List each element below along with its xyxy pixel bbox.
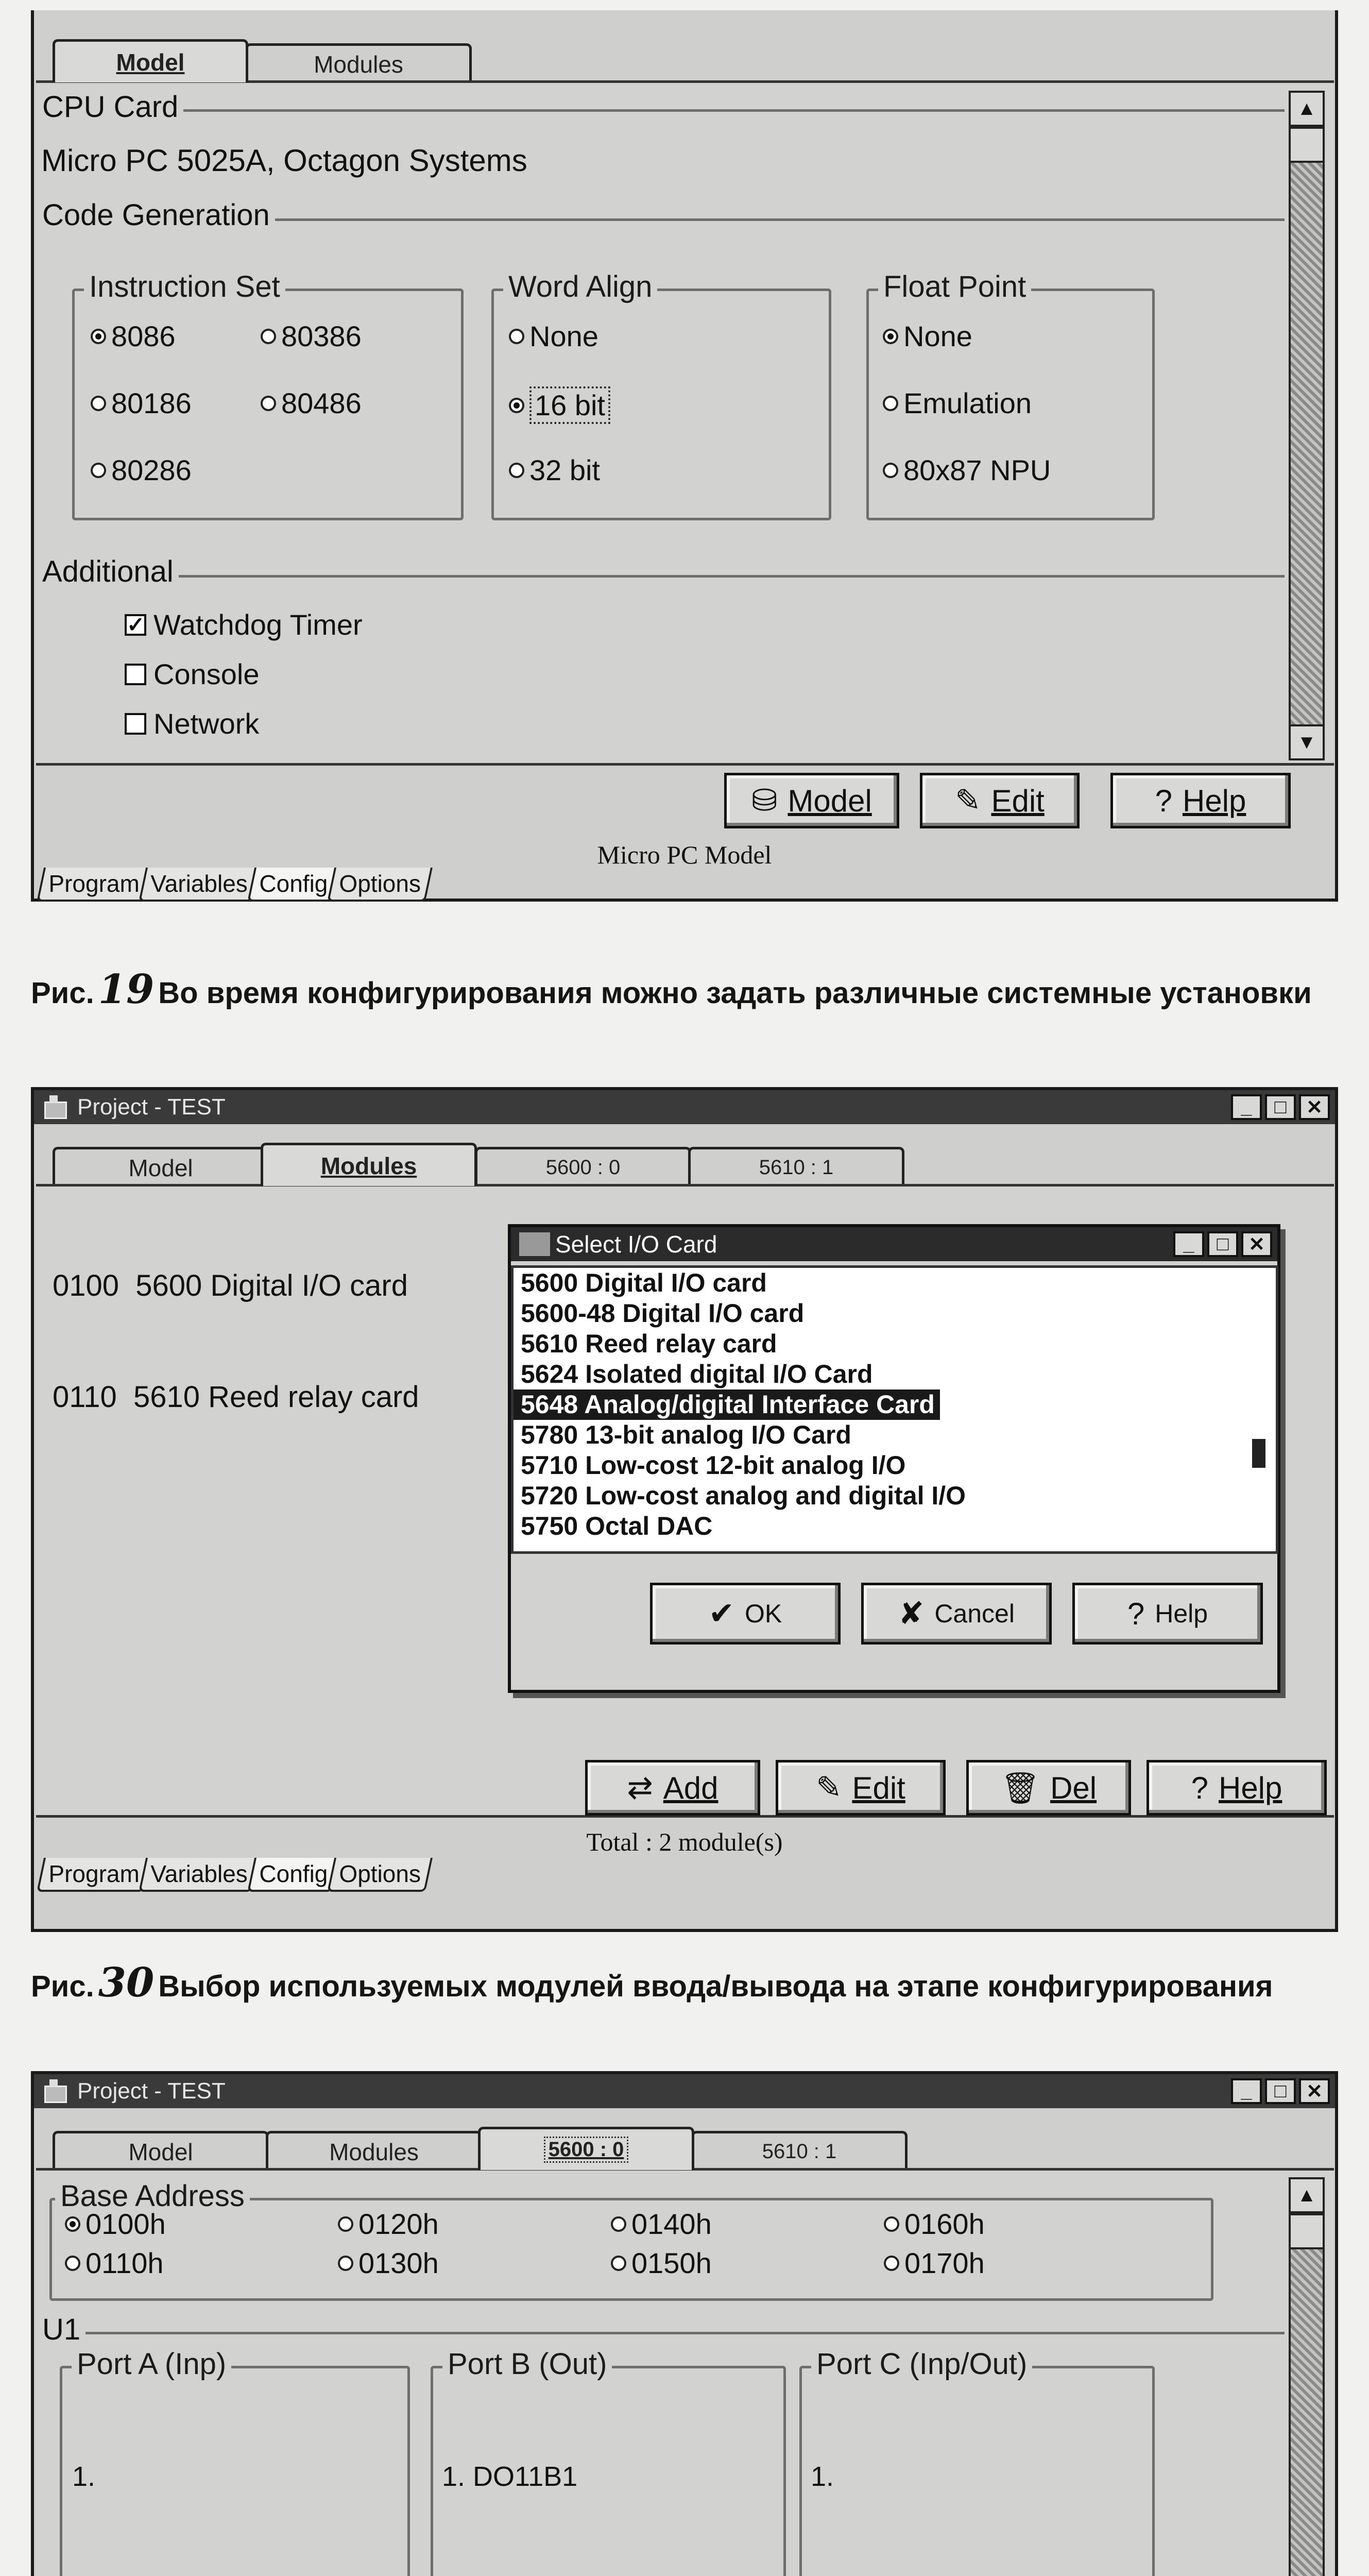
tab-program[interactable]: Program (37, 1858, 151, 1892)
tab-config[interactable]: Config (247, 1858, 339, 1892)
port-line[interactable]: 1. DO11B1 (442, 2461, 578, 2492)
list-item[interactable]: 0100 5600 Digital I/O card (53, 1269, 408, 1302)
dialog-titlebar (511, 1227, 1277, 1261)
maximize-icon[interactable]: □ (1207, 1231, 1238, 1257)
radio-float-npu[interactable]: 80x87 NPU (883, 453, 1051, 487)
cancel-button[interactable]: ✘ Cancel (861, 1583, 1052, 1645)
cpu-card-divider (38, 109, 1285, 112)
radio-float-none[interactable]: None (883, 319, 972, 353)
bottom-tabs (40, 1858, 423, 1892)
window-titlebar (34, 2074, 1335, 2108)
u1-port-b-lines (442, 2380, 577, 2576)
radio-dot (91, 396, 106, 411)
list-item-selected[interactable]: 5648 Analog/digital Interface Card (514, 1389, 940, 1420)
u1-port-a-lines (72, 2380, 194, 2576)
radio-word-32bit[interactable]: 32 bit (509, 453, 600, 487)
u1-divider (38, 2332, 1285, 2334)
app-icon (519, 1232, 550, 1256)
help-button[interactable]: ? Help (1110, 773, 1291, 828)
radio-dot (338, 2216, 353, 2232)
bottom-tabs (40, 868, 423, 902)
scroll-thumb[interactable] (1289, 127, 1325, 163)
list-item[interactable]: 5780 13-bit analog I/O Card (521, 1420, 851, 1449)
add-button[interactable]: ⇄ Add (585, 1760, 760, 1816)
minimize-icon[interactable]: _ (1173, 1231, 1204, 1257)
radio-dot (338, 2256, 353, 2271)
tab-variables[interactable]: Variables (139, 868, 259, 902)
scroll-up-button[interactable]: ▲ (1289, 91, 1325, 127)
scroll-up-button[interactable]: ▲ (1289, 2177, 1325, 2213)
word-align-label: Word Align (503, 269, 657, 304)
radio-0110h[interactable]: 0110h (65, 2246, 164, 2280)
window-controls (1231, 1094, 1330, 1120)
app-icon (41, 2079, 72, 2103)
minimize-icon[interactable]: _ (1231, 1094, 1262, 1120)
io-card-list[interactable] (511, 1265, 1278, 1554)
radio-dot (884, 2216, 899, 2232)
checkbox-box (125, 664, 146, 685)
radio-8086[interactable]: 8086 (91, 319, 176, 353)
radio-80286[interactable]: 80286 (91, 453, 192, 487)
list-item[interactable]: 0110 5610 Reed relay card (53, 1380, 419, 1414)
checkmark-icon: ✔ (708, 1596, 735, 1631)
radio-dot (91, 463, 106, 478)
dialog-title: Select I/O Card (555, 1231, 717, 1258)
radio-0120h[interactable]: 0120h (338, 2207, 439, 2241)
figure-2-modules (31, 1087, 1338, 1932)
tab-model[interactable]: Model (53, 1147, 269, 1186)
tab-model[interactable]: Model (53, 39, 248, 82)
status-text: Micro PC Model (597, 840, 772, 869)
list-item[interactable]: 5600-48 Digital I/O card (521, 1299, 805, 1328)
radio-word-none[interactable]: None (509, 319, 598, 353)
disk-icon: ⛁ (751, 783, 778, 818)
u1-port-c-lines (811, 2380, 934, 2576)
port-line[interactable]: 1. (811, 2461, 834, 2492)
add-icon: ⇄ (627, 1770, 653, 1805)
edit-button[interactable]: ✎ Edit (776, 1760, 946, 1816)
window-controls (1231, 2078, 1330, 2104)
additional-divider (38, 575, 1285, 578)
close-icon[interactable]: ✕ (1299, 2078, 1330, 2104)
port-line[interactable] (811, 2573, 934, 2576)
question-icon: ? (1155, 783, 1172, 818)
radio-dot (883, 329, 898, 344)
radio-dot (883, 463, 898, 478)
float-point-label: Float Point (878, 269, 1031, 304)
edit-icon: ✎ (955, 783, 981, 818)
module-list (53, 1193, 419, 1490)
tab-variables[interactable]: Variables (139, 1858, 259, 1892)
radio-dot (883, 396, 898, 411)
port-line[interactable] (72, 2573, 194, 2576)
tab-model[interactable]: Model (53, 2131, 269, 2170)
code-gen-label: Code Generation (37, 198, 275, 232)
close-icon[interactable]: ✕ (1299, 1094, 1330, 1120)
port-line[interactable] (442, 2573, 577, 2576)
tab-5600[interactable]: 5600 : 0 (475, 1147, 691, 1186)
help-button[interactable]: ? Help (1146, 1760, 1327, 1816)
radio-80486[interactable]: 80486 (261, 386, 362, 420)
radio-0170h[interactable]: 0170h (884, 2246, 985, 2280)
cpu-card-label: CPU Card (37, 90, 183, 124)
tab-5600[interactable]: 5600 : 0 (478, 2127, 694, 2170)
tab-5610[interactable]: 5610 : 1 (691, 2131, 908, 2170)
additional-label: Additional (37, 554, 179, 589)
tab-program[interactable]: Program (37, 868, 151, 902)
list-item[interactable]: 5600 Digital I/O card (521, 1268, 767, 1297)
window-titlebar (34, 1090, 1335, 1124)
status-text: Total : 2 module(s) (586, 1827, 783, 1856)
figure-3-io-assignment (31, 2071, 1338, 2576)
tab-5610[interactable]: 5610 : 1 (688, 1147, 904, 1186)
u1-port-a-label: Port A (Inp) (72, 2347, 231, 2381)
radio-float-emulation[interactable]: Emulation (883, 386, 1032, 420)
radio-dot (91, 329, 106, 344)
minimize-icon[interactable]: _ (1231, 2078, 1262, 2104)
radio-dot (611, 2216, 626, 2232)
radio-dot (509, 463, 524, 478)
radio-dot (509, 329, 524, 344)
ok-button[interactable]: ✔ OK (650, 1583, 841, 1645)
list-item[interactable]: 5710 Low-cost 12-bit analog I/O (521, 1451, 906, 1480)
maximize-icon[interactable]: □ (1265, 2078, 1296, 2104)
port-line[interactable]: 1. (72, 2461, 96, 2492)
del-button[interactable]: 🗑 Del (966, 1760, 1131, 1816)
edit-icon: ✎ (816, 1770, 842, 1805)
scrollbar-vertical[interactable] (1289, 2177, 1325, 2576)
list-item[interactable]: 5720 Low-cost analog and digital I/O (521, 1481, 966, 1510)
checkbox-box: ✓ (125, 614, 146, 636)
tab-config[interactable]: Config (247, 868, 339, 902)
radio-dot (65, 2256, 80, 2271)
figure-1-caption: Рис. 19 Во время конфигурирования можно задать различные системные установки (31, 966, 1312, 1013)
radio-dot (509, 398, 524, 413)
radio-80386[interactable]: 80386 (261, 319, 362, 353)
figure-2-caption: Рис. 30 Выбор используемых модулей ввода/вывода на этапе конфигурирования (31, 1959, 1273, 2006)
close-icon[interactable]: ✕ (1241, 1231, 1272, 1257)
model-button[interactable]: ⛁ Model (724, 773, 899, 828)
scroll-down-button[interactable]: ▼ (1289, 724, 1325, 760)
question-icon: ? (1127, 1596, 1145, 1631)
tab-options[interactable]: Options (327, 868, 433, 902)
tab-modules[interactable]: Modules (245, 43, 472, 82)
u1-port-c-label: Port C (Inp/Out) (811, 2347, 1032, 2381)
radio-0130h[interactable]: 0130h (338, 2246, 439, 2280)
tab-options[interactable]: Options (327, 1858, 433, 1892)
list-item[interactable]: 5610 Reed relay card (521, 1329, 777, 1358)
radio-dot (611, 2256, 626, 2271)
figure-1-model-config (31, 10, 1338, 902)
dialog-controls (1173, 1231, 1272, 1257)
x-icon: ✘ (898, 1596, 925, 1631)
trash-icon: 🗑 (1000, 1770, 1040, 1805)
radio-0140h[interactable]: 0140h (611, 2207, 712, 2241)
checkbox-watchdog[interactable]: ✓ Watchdog Timer (125, 608, 363, 641)
checkbox-console[interactable]: Console (125, 657, 259, 691)
checkbox-network[interactable]: Network (125, 707, 259, 740)
u1-port-b-label: Port B (Out) (442, 2347, 612, 2381)
cpu-card-value: Micro PC 5025A, Octagon Systems (41, 143, 527, 178)
radio-0100h[interactable]: 0100h (65, 2207, 166, 2241)
radio-dot (261, 396, 276, 411)
radio-0160h[interactable]: 0160h (884, 2207, 985, 2241)
select-io-dialog (508, 1224, 1280, 1693)
question-icon: ? (1191, 1770, 1208, 1805)
scroll-thumb[interactable] (1289, 2213, 1325, 2249)
app-icon (41, 1095, 72, 1119)
window-title: Project - TEST (77, 1094, 226, 1120)
radio-dot (884, 2256, 899, 2271)
u1-label: U1 (37, 2312, 85, 2347)
instruction-set-label: Instruction Set (84, 269, 285, 304)
window-title: Project - TEST (77, 2078, 226, 2104)
list-item[interactable]: 5750 Octal DAC (521, 1512, 713, 1540)
list-item[interactable]: 5624 Isolated digital I/O Card (521, 1360, 873, 1388)
radio-dot (261, 329, 276, 344)
edit-button[interactable]: ✎ Edit (920, 773, 1080, 828)
radio-0150h[interactable]: 0150h (611, 2246, 712, 2280)
radio-dot (65, 2216, 80, 2232)
checkbox-box (125, 713, 146, 735)
dialog-help-button[interactable]: ? Help (1072, 1583, 1263, 1645)
list-scroll-thumb[interactable] (1252, 1439, 1265, 1468)
radio-word-16bit[interactable]: 16 bit (509, 386, 610, 424)
base-address-label: Base Address (55, 2179, 250, 2213)
radio-80186[interactable]: 80186 (91, 386, 192, 420)
tab-modules[interactable]: Modules (261, 1143, 477, 1186)
maximize-icon[interactable]: □ (1265, 1094, 1296, 1120)
tab-modules[interactable]: Modules (266, 2131, 482, 2170)
scrollbar-vertical[interactable] (1289, 91, 1325, 760)
